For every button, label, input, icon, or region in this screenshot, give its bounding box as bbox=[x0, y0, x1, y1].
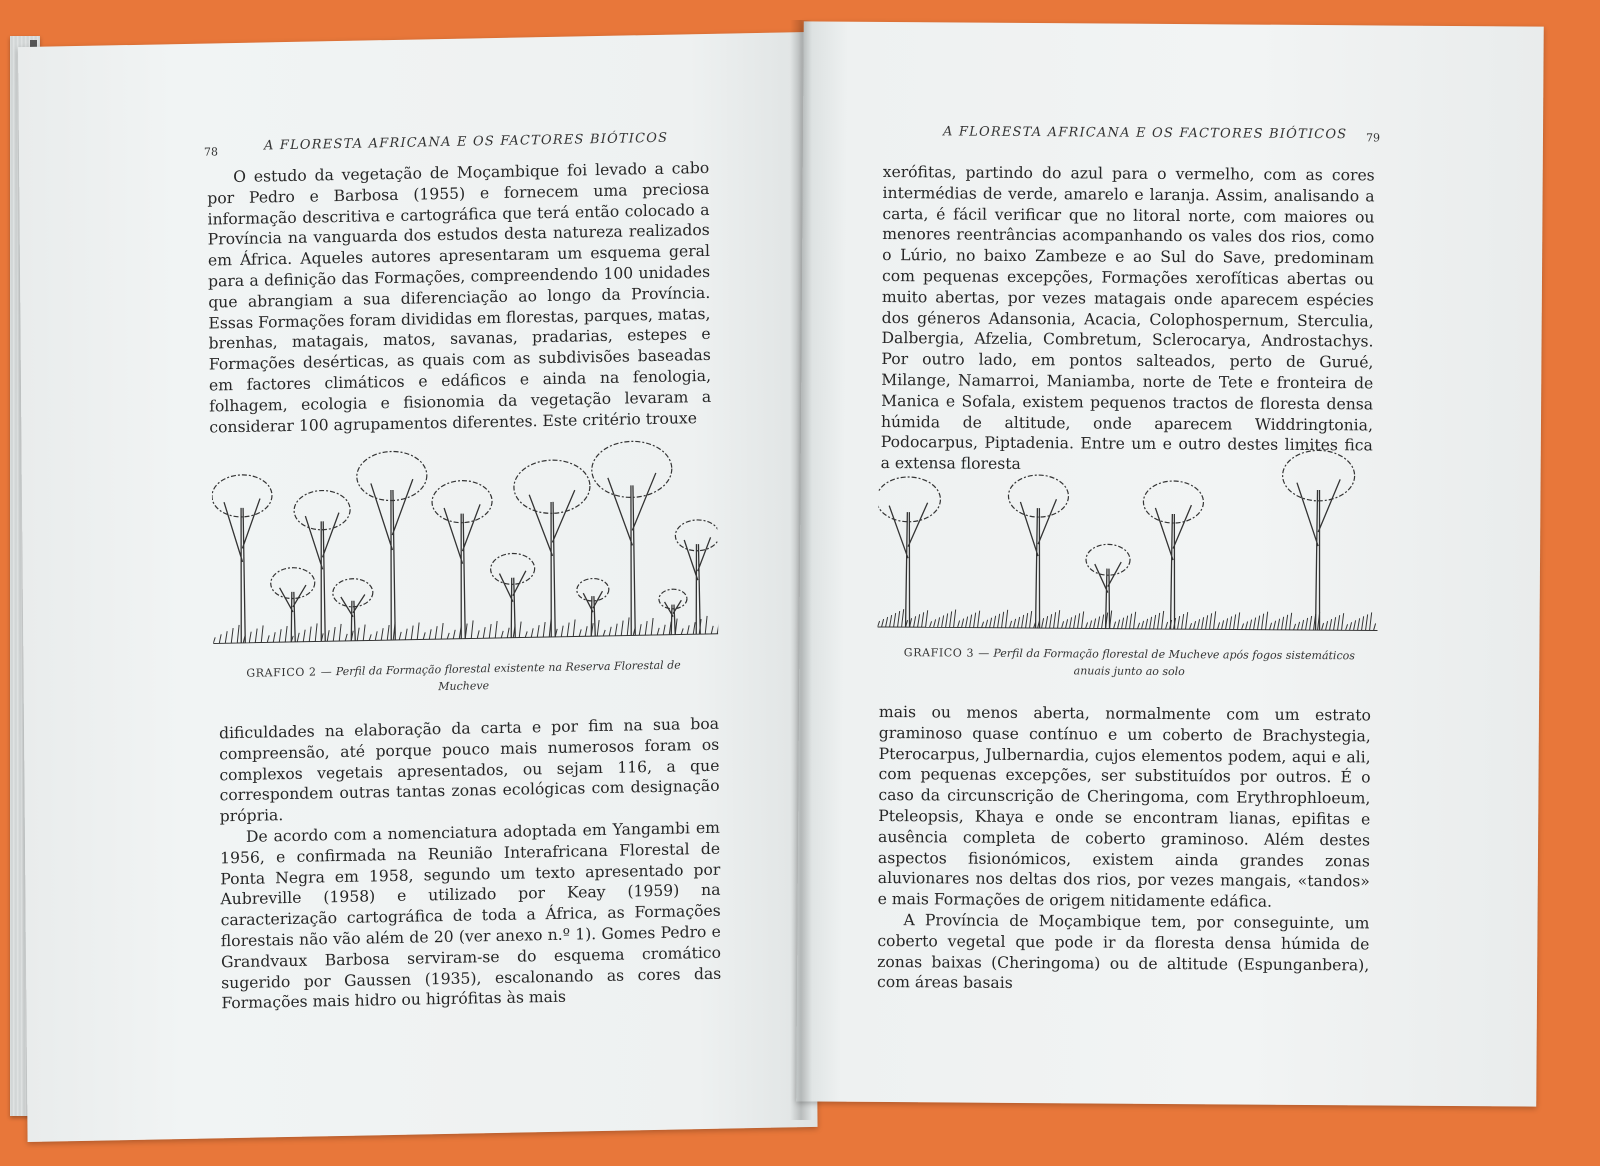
tree-sketch bbox=[659, 589, 687, 635]
right-paragraph-1: xerófitas, partindo do azul para o vermelho, com as cores intermédias de verde, amarelo e laranja. Assim, analisando a carta, é fácil verificar que no litoral norte, com maiores ou menores reentrâncias acompanhando os vales dos rios, como o Lúrio, no baixo Zambeze e ao Sul do Save, predominam com pequenas excepções, Formações xerofíticas abertas ou muito abertas, por vezes matagais onde aparecem espécies dos géneros Adansonia, Acacia, Colophospernum, Sterculia, Dalbergia, Afzelia, Combretum, Sclerocarya, Androstachys. Por outro lado, em pontos salteados, perto de Gurué, Milange, Namarroi, Maniamba, norte de Tete e fronteira de Manica e Sofala, existem pequenos tractos de floresta densa húmida de altitude, onde aparecem Widdringtonia, Podocarpus, Piptadenia. Entre um e outro destes limites fica a extensa floresta bbox=[880, 162, 1375, 474]
forest-profile-drawing-right bbox=[877, 432, 1378, 640]
right-page bbox=[796, 21, 1544, 1106]
tree-sketch bbox=[491, 553, 536, 638]
tree-sketch bbox=[432, 480, 493, 639]
left-paragraph-3: De acordo com a nomenciatura adoptada em Yangambi em 1956, e confirmada na Reunião Interafricana Florestal de Ponta Negra em 1958, segundo um texto apresentado por Aubreville (1958) e utilizado por Keay (1959) na caracterização cartográfica de toda a África, as Formações florestais não vão além de 20 (ver anexo n.º 1). Gomes Pedro e Grandvaux Barbosa serviram-se do esquema cromático sugerido por Gaussen (1935), escalonando as cores das Formações mais hidro ou higrófitas às mais bbox=[220, 818, 722, 1013]
tree-sketch bbox=[212, 474, 273, 643]
right-text-top bbox=[881, 162, 1375, 477]
left-caption-label: GRAFICO 2 — bbox=[246, 665, 333, 680]
book-gutter bbox=[790, 20, 812, 1120]
left-text-top bbox=[207, 158, 711, 438]
left-running-head: A FLORESTA AFRICANA E OS FACTORES BIÓTICOS bbox=[263, 130, 669, 154]
left-figure-caption bbox=[243, 656, 683, 698]
right-paragraph-2: mais ou menos aberta, normalmente com um estrato graminoso quase contínuo e um coberto de Brachystegia, Pterocarpus, Julbernardia, cujos elementos podem, aqui e ali, com pequenas excepções, ser substituídos por outros. É o caso da circunscrição de Cheringoma, com Erythrophloeum, Pteleopsis, Khaya e onde se encontram lianas, epifitas e ausência completa de coberto graminoso. Além destes aspectos fisionómicos, existem ainda grandes zonas aluvionares nos deltas dos rios, por vezes mangais, «tandos» e mais Formações de origem nitidamente edáfica. bbox=[877, 702, 1372, 911]
tree-sketch bbox=[1086, 544, 1131, 629]
left-page bbox=[18, 32, 818, 1142]
tree-sketch bbox=[294, 490, 351, 642]
right-page-number: 79 bbox=[1365, 131, 1381, 145]
tree-sketch bbox=[1282, 450, 1355, 630]
left-text-bottom bbox=[219, 714, 722, 1015]
tree-sketch bbox=[1008, 475, 1069, 628]
left-caption-text: Perfil da Formação florestal existente na Reserva Florestal de Mucheve bbox=[335, 658, 681, 694]
right-caption-text: Perfil da Formação florestal de Mucheve após fogos sistemáticos anuais junto ao solo bbox=[993, 646, 1355, 679]
left-figure bbox=[211, 429, 718, 654]
right-text-bottom bbox=[877, 702, 1371, 997]
tree-sketch bbox=[271, 567, 316, 642]
right-paragraph-3: A Província de Moçambique tem, por conseguinte, um coberto vegetal que pode ir da floresta densa húmida de zonas baixas (Cheringoma) ou de altitude (Espunganbera), com áreas basais bbox=[877, 911, 1370, 993]
right-caption-label: GRAFICO 3 — bbox=[903, 646, 990, 660]
right-figure bbox=[877, 432, 1378, 640]
left-paragraph-2: dificuldades na elaboração da carta e por fim na sua boa compreensão, até porque pouco mais numerosos foram os complexos vegetais apresentados, ou sejam 116, a que correspondem outras tantas zonas ecológicas com designação própria. bbox=[218, 714, 720, 826]
tree-sketch bbox=[577, 578, 610, 636]
tree-sketch bbox=[514, 459, 592, 637]
grass-line bbox=[878, 609, 1378, 630]
tree-sketch bbox=[592, 441, 674, 637]
left-page-number: 78 bbox=[203, 145, 219, 159]
tree-sketch bbox=[877, 477, 940, 628]
tree-sketch bbox=[1143, 481, 1204, 629]
left-paragraph-1: O estudo da vegetação de Moçambique foi levado a cabo por Pedro e Barbosa (1955) e fornecem uma preciosa informação descritiva e cartográfica que terá então colocado a Província na vanguarda dos estudos desta natureza realizados em África. Aqueles autores apresentaram um esquema geral para a definição das Formações, compreendendo 100 unidades que abrangiam a sua diferenciação ao longo da Província. Essas Formações foram divididas em florestas, parques, matas, brenhas, matagais, matos, savanas, pradarias, estepes e Formações desérticas, as quais com as subdivisões baseadas em factores climáticos e edáficos e ainda na fenologia, folhagem, ecologia e fisionomia da vegetação levaram a considerar 100 agrupamentos diferentes. Este critério trouxe bbox=[207, 158, 712, 437]
tree-sketch bbox=[357, 451, 429, 641]
right-figure-caption bbox=[899, 644, 1359, 681]
right-running-head: A FLORESTA AFRICANA E OS FACTORES BIÓTICOS bbox=[942, 124, 1348, 143]
forest-profile-drawing-left bbox=[211, 429, 718, 654]
tree-sketch bbox=[675, 520, 718, 635]
